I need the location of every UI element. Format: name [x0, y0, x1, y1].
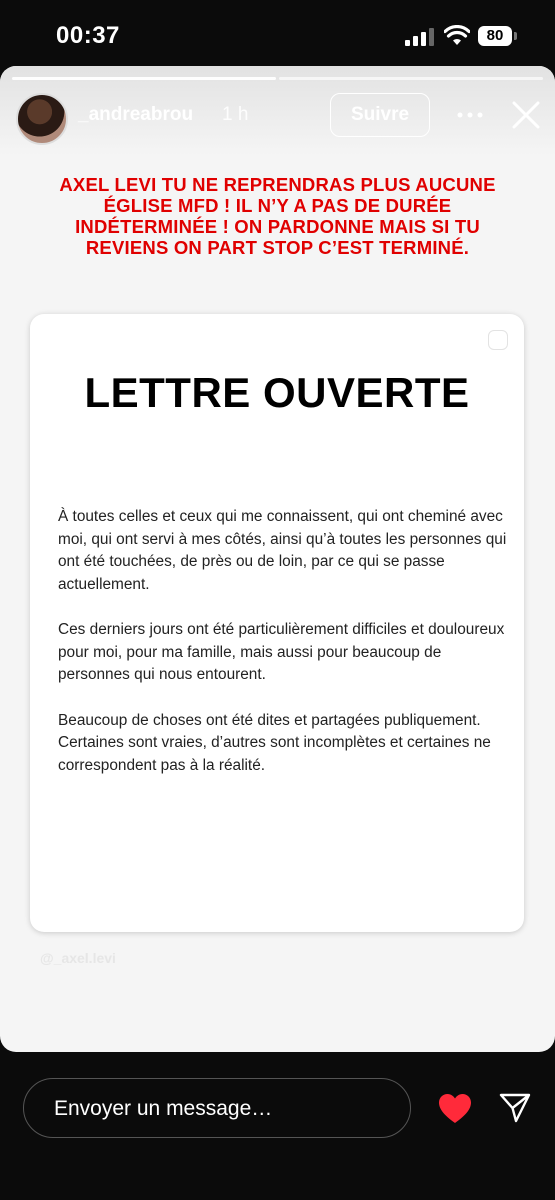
- heart-icon[interactable]: [438, 1093, 472, 1125]
- story-view[interactable]: [0, 66, 555, 1052]
- letter-paragraph: Ces derniers jours ont été particulièrement difficiles et douloureux pour moi, pour ma famille, mais aussi pour beaucoup de personnes qui nous entourent.: [58, 621, 505, 683]
- send-icon[interactable]: [499, 1092, 531, 1124]
- follow-button[interactable]: Suivre: [330, 93, 430, 137]
- story-progress-segment-2: [279, 77, 543, 80]
- battery-level: 80: [478, 26, 512, 46]
- clock: 00:37: [56, 22, 120, 49]
- status-bar: [0, 0, 555, 70]
- open-letter-card: [30, 314, 524, 932]
- checkbox-icon: [488, 330, 508, 350]
- story-progress-segment-1: [12, 77, 276, 80]
- wifi-icon: [444, 25, 470, 47]
- avatar[interactable]: [16, 93, 68, 145]
- close-icon[interactable]: [510, 99, 542, 131]
- letter-paragraph: Beaucoup de choses ont été dites et partagées publiquement. Certaines sont vraies, d’autres sont incomplètes et certaines ne correspondent pas à la réalité.: [58, 711, 491, 774]
- story-banner-text: AXEL LEVI TU NE REPRENDRAS PLUS AUCUNE ÉGLISE MFD ! IL N’Y A PAS DE DURÉE INDÉTERMINÉE ! ON PARDONNE MAIS SI TU REVIENS ON PART STOP C’EST TERMINÉ.: [59, 174, 496, 258]
- battery-icon: [478, 26, 518, 46]
- letter-body: [58, 506, 508, 800]
- message-input[interactable]: Envoyer un message…: [23, 1078, 411, 1138]
- signal-icon: [405, 28, 435, 46]
- letter-paragraph: À toutes celles et ceux qui me connaissent, qui ont cheminé avec moi, qui ont servi à mes côtés, ainsi qu’à toutes les personnes qui ont été touchées, de près ou de loin, par ce qui se passe actuellement.: [58, 508, 507, 593]
- more-options-icon[interactable]: [455, 103, 485, 127]
- story-username[interactable]: _andreabrou: [78, 104, 194, 125]
- mention-watermark[interactable]: @_axel.levi: [40, 950, 116, 966]
- letter-title: LETTRE OUVERTE: [84, 369, 470, 416]
- story-time-ago: 1 h: [222, 104, 249, 125]
